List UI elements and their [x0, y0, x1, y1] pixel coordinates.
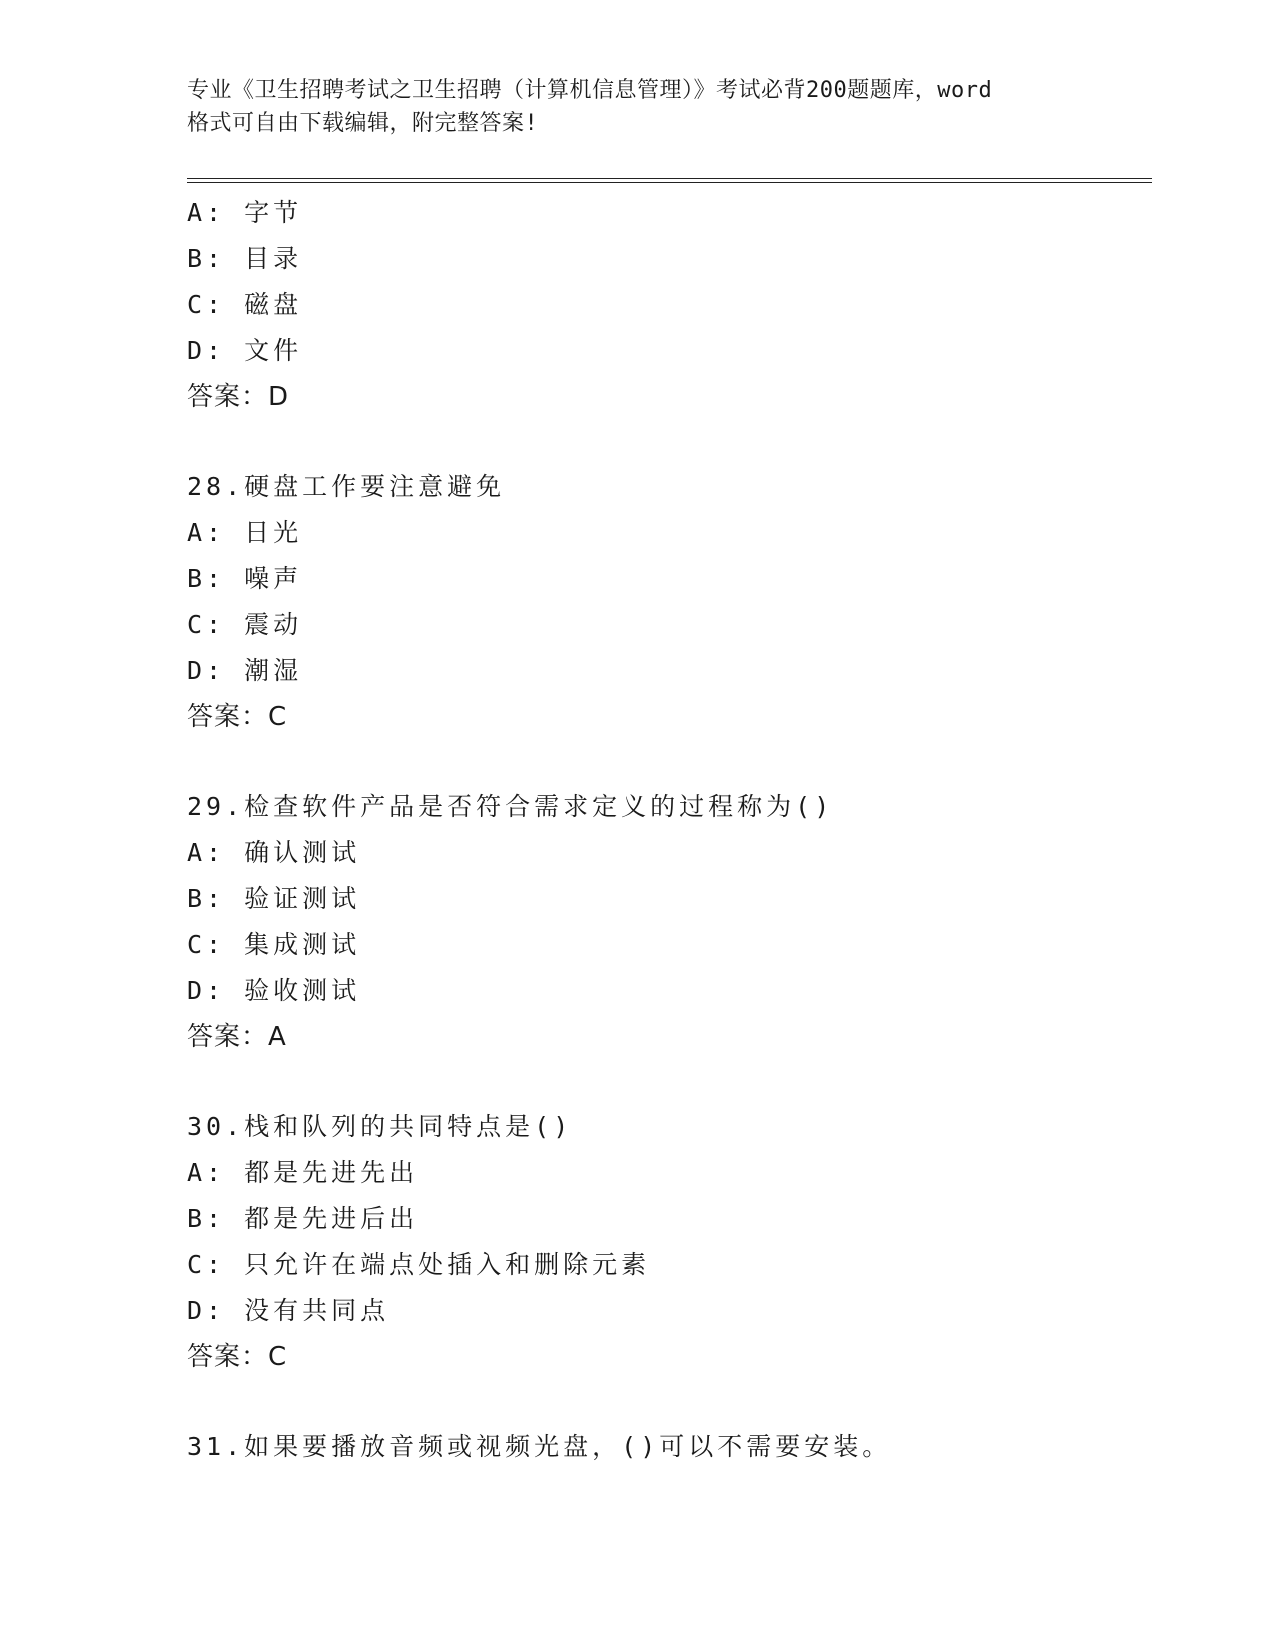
option-b: B: 目录	[187, 244, 303, 273]
question-text: 28.硬盘工作要注意避免	[187, 472, 506, 501]
question-text: 29.检查软件产品是否符合需求定义的过程称为()	[187, 792, 834, 821]
option-d: D: 文件	[187, 336, 303, 365]
option-c: C: 磁盘	[187, 290, 303, 319]
option-a: A: 字节	[187, 198, 303, 227]
option-c: C: 震动	[187, 610, 303, 639]
answer: 答案：C	[187, 702, 288, 732]
header-line-1: 专业《卫生招聘考试之卫生招聘（计算机信息管理）》考试必背200题题库，word	[187, 78, 993, 103]
answer: 答案：D	[187, 382, 290, 412]
question-29	[187, 784, 1147, 1060]
header-line-2: 格式可自由下载编辑，附完整答案!	[187, 111, 539, 136]
option-a: A: 确认测试	[187, 838, 361, 867]
option-b: B: 噪声	[187, 564, 303, 593]
option-d: D: 验收测试	[187, 976, 361, 1005]
spacer	[187, 1060, 1147, 1104]
option-a: A: 都是先进先出	[187, 1158, 419, 1187]
question-28	[187, 464, 1147, 740]
question-27	[187, 190, 1147, 420]
question-list	[187, 190, 1147, 1470]
spacer	[187, 420, 1147, 464]
header-rule-bottom	[187, 182, 1152, 183]
answer: 答案：A	[187, 1022, 287, 1052]
question-text: 31.如果要播放音频或视频光盘，()可以不需要安装。	[187, 1432, 892, 1461]
option-a: A: 日光	[187, 518, 303, 547]
answer: 答案：C	[187, 1342, 288, 1372]
question-text: 30.栈和队列的共同特点是()	[187, 1112, 573, 1141]
document-header	[187, 74, 1087, 140]
spacer	[187, 1380, 1147, 1424]
question-31	[187, 1424, 1147, 1470]
question-30	[187, 1104, 1147, 1380]
option-d: D: 潮湿	[187, 656, 303, 685]
header-rule-top	[187, 178, 1152, 179]
option-b: B: 都是先进后出	[187, 1204, 419, 1233]
spacer	[187, 740, 1147, 784]
option-d: D: 没有共同点	[187, 1296, 390, 1325]
option-c: C: 只允许在端点处插入和删除元素	[187, 1250, 651, 1279]
option-b: B: 验证测试	[187, 884, 361, 913]
option-c: C: 集成测试	[187, 930, 361, 959]
